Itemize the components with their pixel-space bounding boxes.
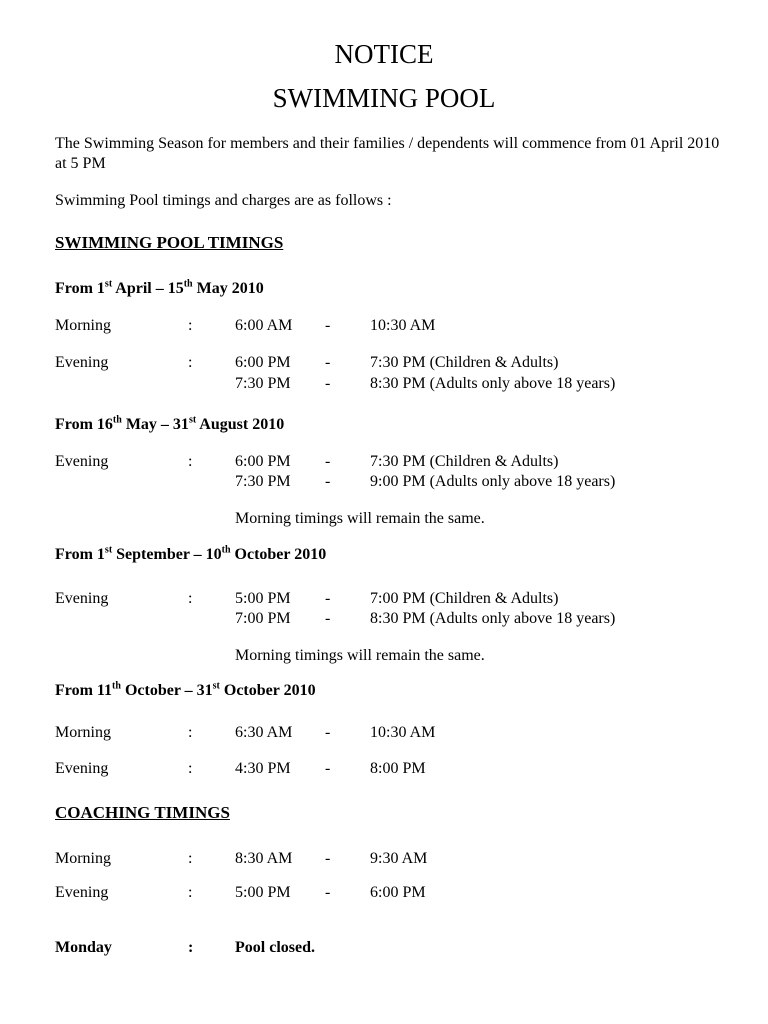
- period-2-row-1-colon: :: [188, 453, 193, 470]
- period-2-row-1-dash: -: [325, 453, 331, 470]
- period-3-note: Morning timings will remain the same.: [235, 647, 485, 664]
- period-1-row-2-label: Evening: [55, 354, 109, 371]
- period-4-row-2-start: 4:30 PM: [235, 760, 291, 777]
- period-1-row-3-start: 7:30 PM: [235, 375, 291, 392]
- period-4-row-1-colon: :: [188, 724, 193, 741]
- coaching-row-2-label: Evening: [55, 884, 109, 901]
- period-4-row-2-dash: -: [325, 760, 331, 777]
- period-2-row-2-end: 9:00 PM (Adults only above 18 years): [370, 473, 616, 490]
- coaching-row-2-colon: :: [188, 884, 193, 901]
- period-3-row-1-dash: -: [325, 590, 331, 607]
- coaching-row-1-end: 9:30 AM: [370, 850, 428, 867]
- period-4-row-2-label: Evening: [55, 760, 109, 777]
- period-3-row-1-end: 7:00 PM (Children & Adults): [370, 590, 559, 607]
- coaching-row-2-dash: -: [325, 884, 331, 901]
- period-3-row-2-start: 7:00 PM: [235, 610, 291, 627]
- period-2-row-1-end: 7:30 PM (Children & Adults): [370, 453, 559, 470]
- period-4-row-1-dash: -: [325, 724, 331, 741]
- season-intro: The Swimming Season for members and their families / dependents will commence from 01 April 2010 at 5 PM: [55, 135, 720, 172]
- period-1-row-2-end: 7:30 PM (Children & Adults): [370, 354, 559, 371]
- period-2-row-2-start: 7:30 PM: [235, 473, 291, 490]
- period-3-row-1-label: Evening: [55, 590, 109, 607]
- coaching-row-2-end: 6:00 PM: [370, 884, 426, 901]
- closed-day-text: Pool closed.: [235, 939, 315, 956]
- period-4-row-1-label: Morning: [55, 724, 111, 741]
- period-2-note: Morning timings will remain the same.: [235, 510, 485, 527]
- charges-intro: Swimming Pool timings and charges are as follows :: [55, 192, 392, 209]
- period-4-row-1-end: 10:30 AM: [370, 724, 436, 741]
- coaching-timings-heading: COACHING TIMINGS: [55, 803, 230, 822]
- period-1-row-3-end: 8:30 PM (Adults only above 18 years): [370, 375, 616, 392]
- coaching-row-1-start: 8:30 AM: [235, 850, 293, 867]
- period-3-row-2-end: 8:30 PM (Adults only above 18 years): [370, 610, 616, 627]
- period-3-row-1-colon: :: [188, 590, 193, 607]
- period-4-row-1-start: 6:30 AM: [235, 724, 293, 741]
- coaching-row-2-start: 5:00 PM: [235, 884, 291, 901]
- period-4-row-2-end: 8:00 PM: [370, 760, 426, 777]
- period-2-row-1-start: 6:00 PM: [235, 453, 291, 470]
- period-1-row-2-colon: :: [188, 354, 193, 371]
- period-2-range: From 16th May – 31st August 2010: [55, 414, 285, 433]
- period-1-row-1-end: 10:30 AM: [370, 317, 436, 334]
- period-1-row-3-dash: -: [325, 375, 331, 392]
- closed-day-label: Monday: [55, 939, 112, 956]
- closed-day-colon: :: [188, 939, 194, 956]
- coaching-row-1-label: Morning: [55, 850, 111, 867]
- coaching-row-1-colon: :: [188, 850, 193, 867]
- period-1-row-1-colon: :: [188, 317, 193, 334]
- period-1-row-2-dash: -: [325, 354, 331, 371]
- period-1-row-2-start: 6:00 PM: [235, 354, 291, 371]
- period-2-row-2-dash: -: [325, 473, 331, 490]
- period-3-row-2-dash: -: [325, 610, 331, 627]
- period-2-row-1-label: Evening: [55, 453, 109, 470]
- period-1-range: From 1st April – 15th May 2010: [55, 278, 264, 297]
- period-3-range: From 1st September – 10th October 2010: [55, 544, 327, 563]
- period-1-row-1-label: Morning: [55, 317, 111, 334]
- coaching-row-1-dash: -: [325, 850, 331, 867]
- pool-title: SWIMMING POOL: [272, 83, 496, 113]
- period-4-range: From 11th October – 31st October 2010: [55, 680, 316, 699]
- period-3-row-1-start: 5:00 PM: [235, 590, 291, 607]
- period-1-row-1-start: 6:00 AM: [235, 317, 293, 334]
- notice-title: NOTICE: [334, 39, 434, 69]
- period-1-row-1-dash: -: [325, 317, 331, 334]
- pool-timings-heading: SWIMMING POOL TIMINGS: [55, 233, 284, 252]
- period-4-row-2-colon: :: [188, 760, 193, 777]
